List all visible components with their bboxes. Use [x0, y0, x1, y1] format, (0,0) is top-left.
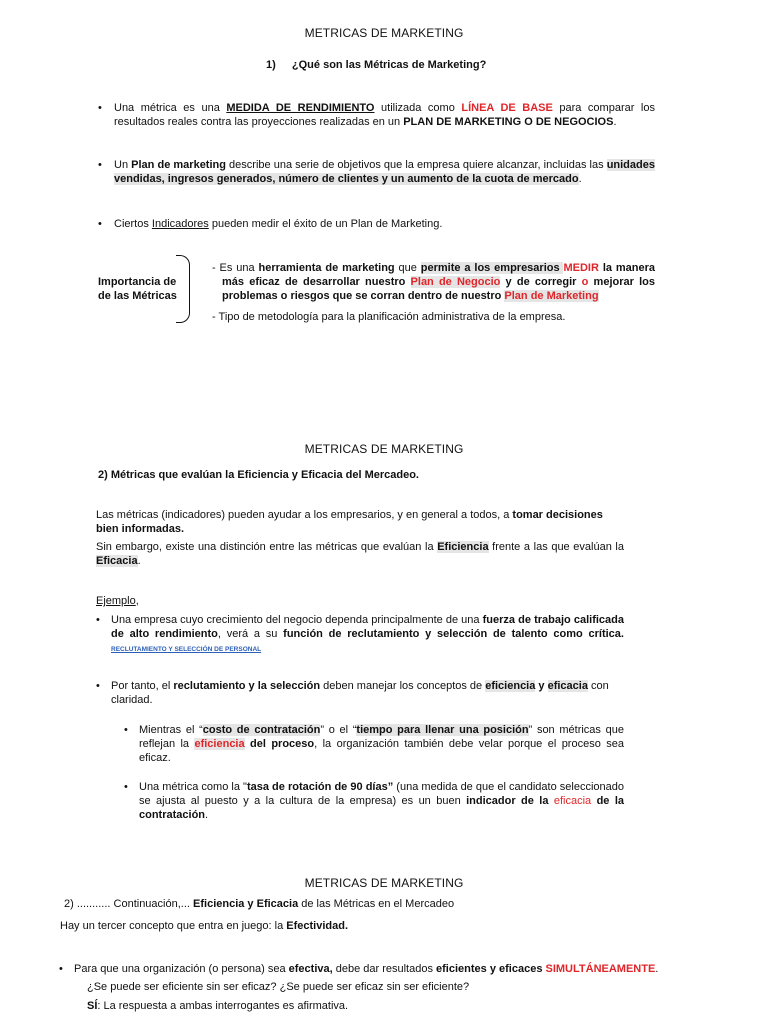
section-2-paragraph-2: Sin embargo, existe una distinción entre las métricas que evalúan la Eficiencia frente a las que evalúan la Eficacia.	[96, 541, 624, 567]
bullet-metric-definition: • Una métrica es una MEDIDA DE RENDIMIENTO utilizada como LÍNEA DE BASE para comparar los resultados reales contra las proyecciones realizadas en un PLAN DE MARKETING O DE NEGOCIOS.	[98, 102, 655, 128]
sub-bullet-efficacy: • Una métrica como la "tasa de rotación de 90 días” (una medida de que el candidato seleccionado se ajusta al puesto y a la cultura de la empresa) es un buen indicador de la eficacia de la contratación.	[124, 781, 625, 821]
section-3-title: METRICAS DE MARKETING	[304, 876, 464, 890]
section-1-heading-text: ¿Qué son las Métricas de Marketing?	[291, 59, 487, 71]
section-3-answer: SÍ: La respuesta a ambas interrogantes es afirmativa.	[87, 1000, 349, 1012]
section-3-paragraph: Hay un tercer concepto que entra en juego: la Efectividad.	[60, 920, 349, 932]
bullet-icon: •	[59, 963, 63, 975]
sub-bullet-efficiency: • Mientras el “costo de contratación” o el “tiempo para llenar una posición” son métricas que reflejan la eficiencia del proceso, la organización también debe velar porque el proceso sea eficaz.	[124, 724, 624, 764]
bullet-icon: •	[98, 102, 102, 114]
bullet-icon: •	[98, 159, 102, 171]
example-bullet-2: • Por tanto, el reclutamiento y la selección deben manejar los conceptos de eficiencia y eficacia con claridad.	[96, 680, 609, 706]
section-3-question: ¿Se puede ser eficiente sin ser eficaz? ¿Se puede ser eficaz sin ser eficiente?	[87, 981, 470, 993]
section-2-title: METRICAS DE MARKETING	[304, 442, 464, 456]
effectiveness-bullet: • Para que una organización (o persona) sea efectiva, debe dar resultados eficientes y eficaces SIMULTÁNEAMENTE.	[59, 963, 659, 975]
section-1-heading-number: 1)	[266, 59, 276, 71]
bullet-icon: •	[124, 724, 128, 736]
importance-label: Importancia de de las Métricas	[98, 276, 177, 302]
section-2-heading: 2) Métricas que evalúan la Eficiencia y Eficacia del Mercadeo.	[98, 469, 419, 481]
bullet-marketing-plan: • Un Plan de marketing describe una serie de objetivos que la empresa quiere alcanzar, incluidas las unidades vendidas, ingresos generados, número de clientes y un aumento de la cuota de mercado.	[98, 159, 655, 185]
example-label: Ejemplo,	[96, 595, 139, 607]
bullet-icon: •	[98, 218, 102, 230]
bullet-icon: •	[96, 680, 100, 692]
recruitment-link[interactable]: RECLUTAMIENTO Y SELECCIÓN DE PERSONAL	[111, 646, 262, 653]
section-1-heading	[266, 58, 486, 72]
example-bullet-1: • Una empresa cuyo crecimiento del negocio dependa principalmente de una fuerza de trabajo calificada de alto rendimiento, verá a su función de reclutamiento y selección de talento como crítica. RECLUTAMIENTO Y SELECCIÓN DE PERSONAL	[96, 614, 624, 653]
section-1-title: METRICAS DE MARKETING	[304, 26, 464, 40]
bullet-icon: •	[124, 781, 128, 793]
bullet-icon: •	[96, 614, 100, 626]
importance-point-2: - Tipo de metodología para la planificación administrativa de la empresa.	[212, 311, 566, 323]
section-2-paragraph-1: Las métricas (indicadores) pueden ayudar a los empresarios, y en general a todos, a tomar decisiones bien informadas.	[96, 509, 603, 535]
section-3-heading: 2) ........... Continuación,... Eficiencia y Eficacia de las Métricas en el Mercadeo	[64, 898, 455, 910]
brace-icon	[176, 255, 190, 323]
bullet-indicators: • Ciertos Indicadores pueden medir el éxito de un Plan de Marketing.	[98, 218, 443, 230]
importance-point-1: - Es una herramienta de marketing que permite a los empresarios MEDIR la manera más eficaz de desarrollar nuestro Plan de Negocio y de corregir o mejorar los problemas o riesgos que se corran dentro de nuestro Plan de Marketing	[212, 262, 656, 302]
